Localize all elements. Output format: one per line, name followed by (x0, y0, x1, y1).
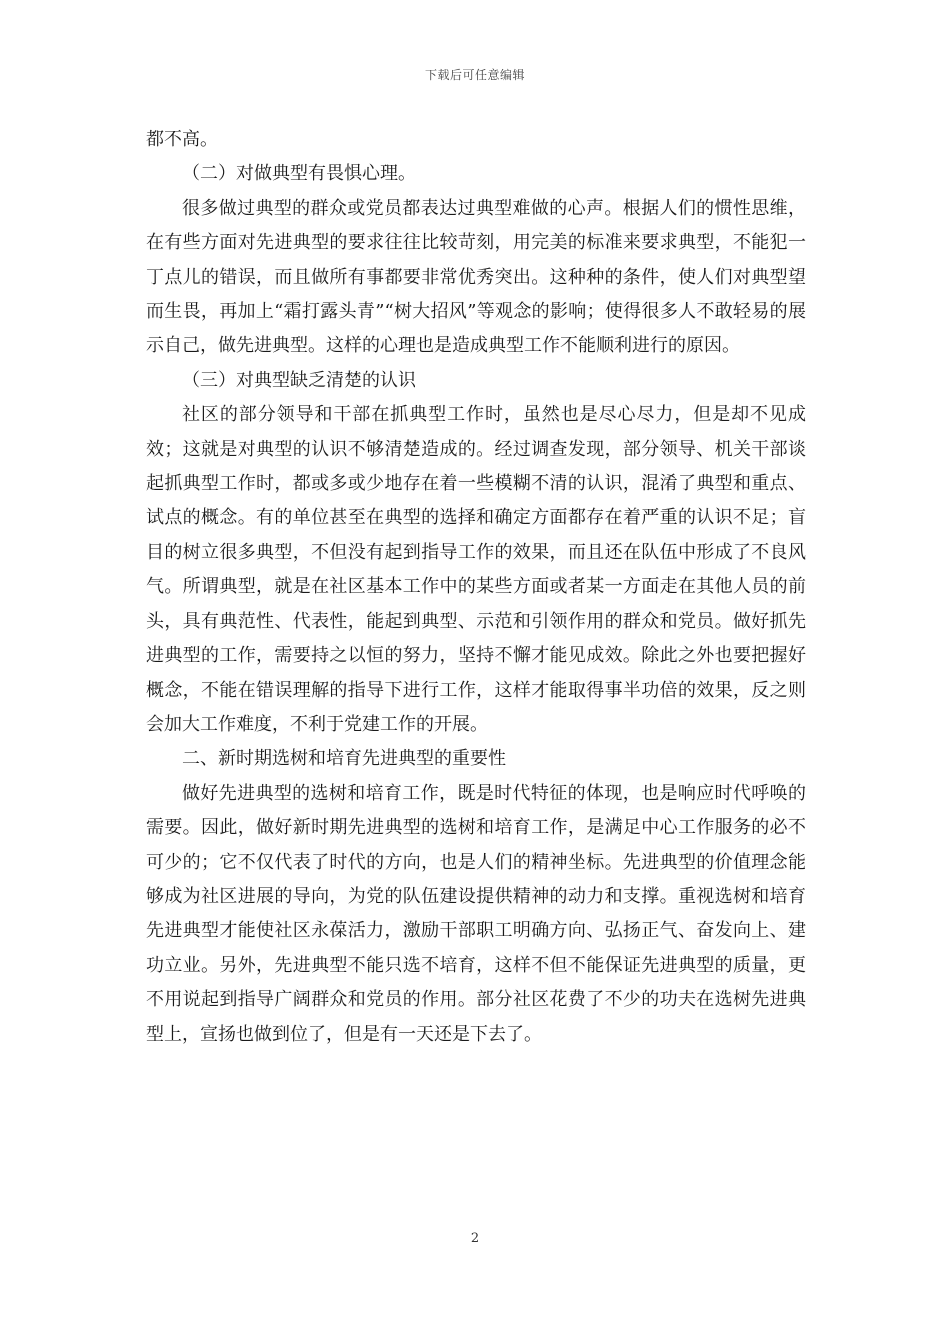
paragraph: 社区的部分领导和干部在抓典型工作时，虽然也是尽心尽力，但是却不见成效；这就是对典型的认识不够清楚造成的。经过调查发现，部分领导、机关干部谈起抓典型工作时，都或多或少地存在着一些模糊不清的认识，混淆了典型和重点、试点的概念。有的单位甚至在典型的选择和确定方面都存在着严重的认识不足；盲目的树立很多典型，不但没有起到指导工作的效果，而且还在队伍中形成了不良风气。所谓典型，就是在社区基本工作中的某些方面或者某一方面走在其他人员的前头，具有典范性、代表性，能起到典型、示范和引领作用的群众和党员。做好抓先进典型的工作，需要持之以恒的努力，坚持不懈才能见成效。除此之外也要把握好概念，不能在错误理解的指导下进行工作，这样才能取得事半功倍的效果，反之则会加大工作难度，不利于党建工作的开展。 (146, 404, 806, 735)
page-header: 下载后可任意编辑 (424, 68, 525, 82)
chapter-heading-2: 二、新时期选树和培育先进典型的重要性 (182, 748, 506, 770)
document-body (146, 123, 806, 1052)
section-heading-3: （三）对典型缺乏清楚的认识 (182, 369, 416, 391)
paragraph: 做好先进典型的选树和培育工作，既是时代特征的体现，也是响应时代呼唤的需要。因此，做好新时期先进典型的选树和培育工作，是满足中心工作服务的必不可少的；它不仅代表了时代的方向，也是人们的精神坐标。先进典型的价值理念能够成为社区进展的导向，为党的队伍建设提供精神的动力和支撑。重视选树和培育先进典型才能使社区永葆活力，激励干部职工明确方向、弘扬正气、奋发向上、建功立业。另外，先进典型不能只选不培育，这样不但不能保证先进典型的质量，更不用说起到指导广阔群众和党员的作用。部分社区花费了不少的功夫在选树先进典型上，宣扬也做到位了，但是有一天还是下去了。 (146, 782, 806, 1045)
paragraph: 很多做过典型的群众或党员都表达过典型难做的心声。根据人们的惯性思维，在有些方面对先进典型的要求往往比较苛刻，用完美的标准来要求典型，不能犯一丁点儿的错误，而且做所有事都要非常优秀突出。这种种的条件，使人们对典型望而生畏，再加上“霜打露头青”“树大招风”等观念的影响；使得很多人不敢轻易的展示自己，做先进典型。这样的心理也是造成典型工作不能顺利进行的原因。 (146, 197, 806, 357)
section-heading-2: （二）对做典型有畏惧心理。 (182, 163, 416, 185)
page-number: 2 (470, 1231, 480, 1246)
paragraph-continuation: 都不高。 (146, 129, 218, 150)
